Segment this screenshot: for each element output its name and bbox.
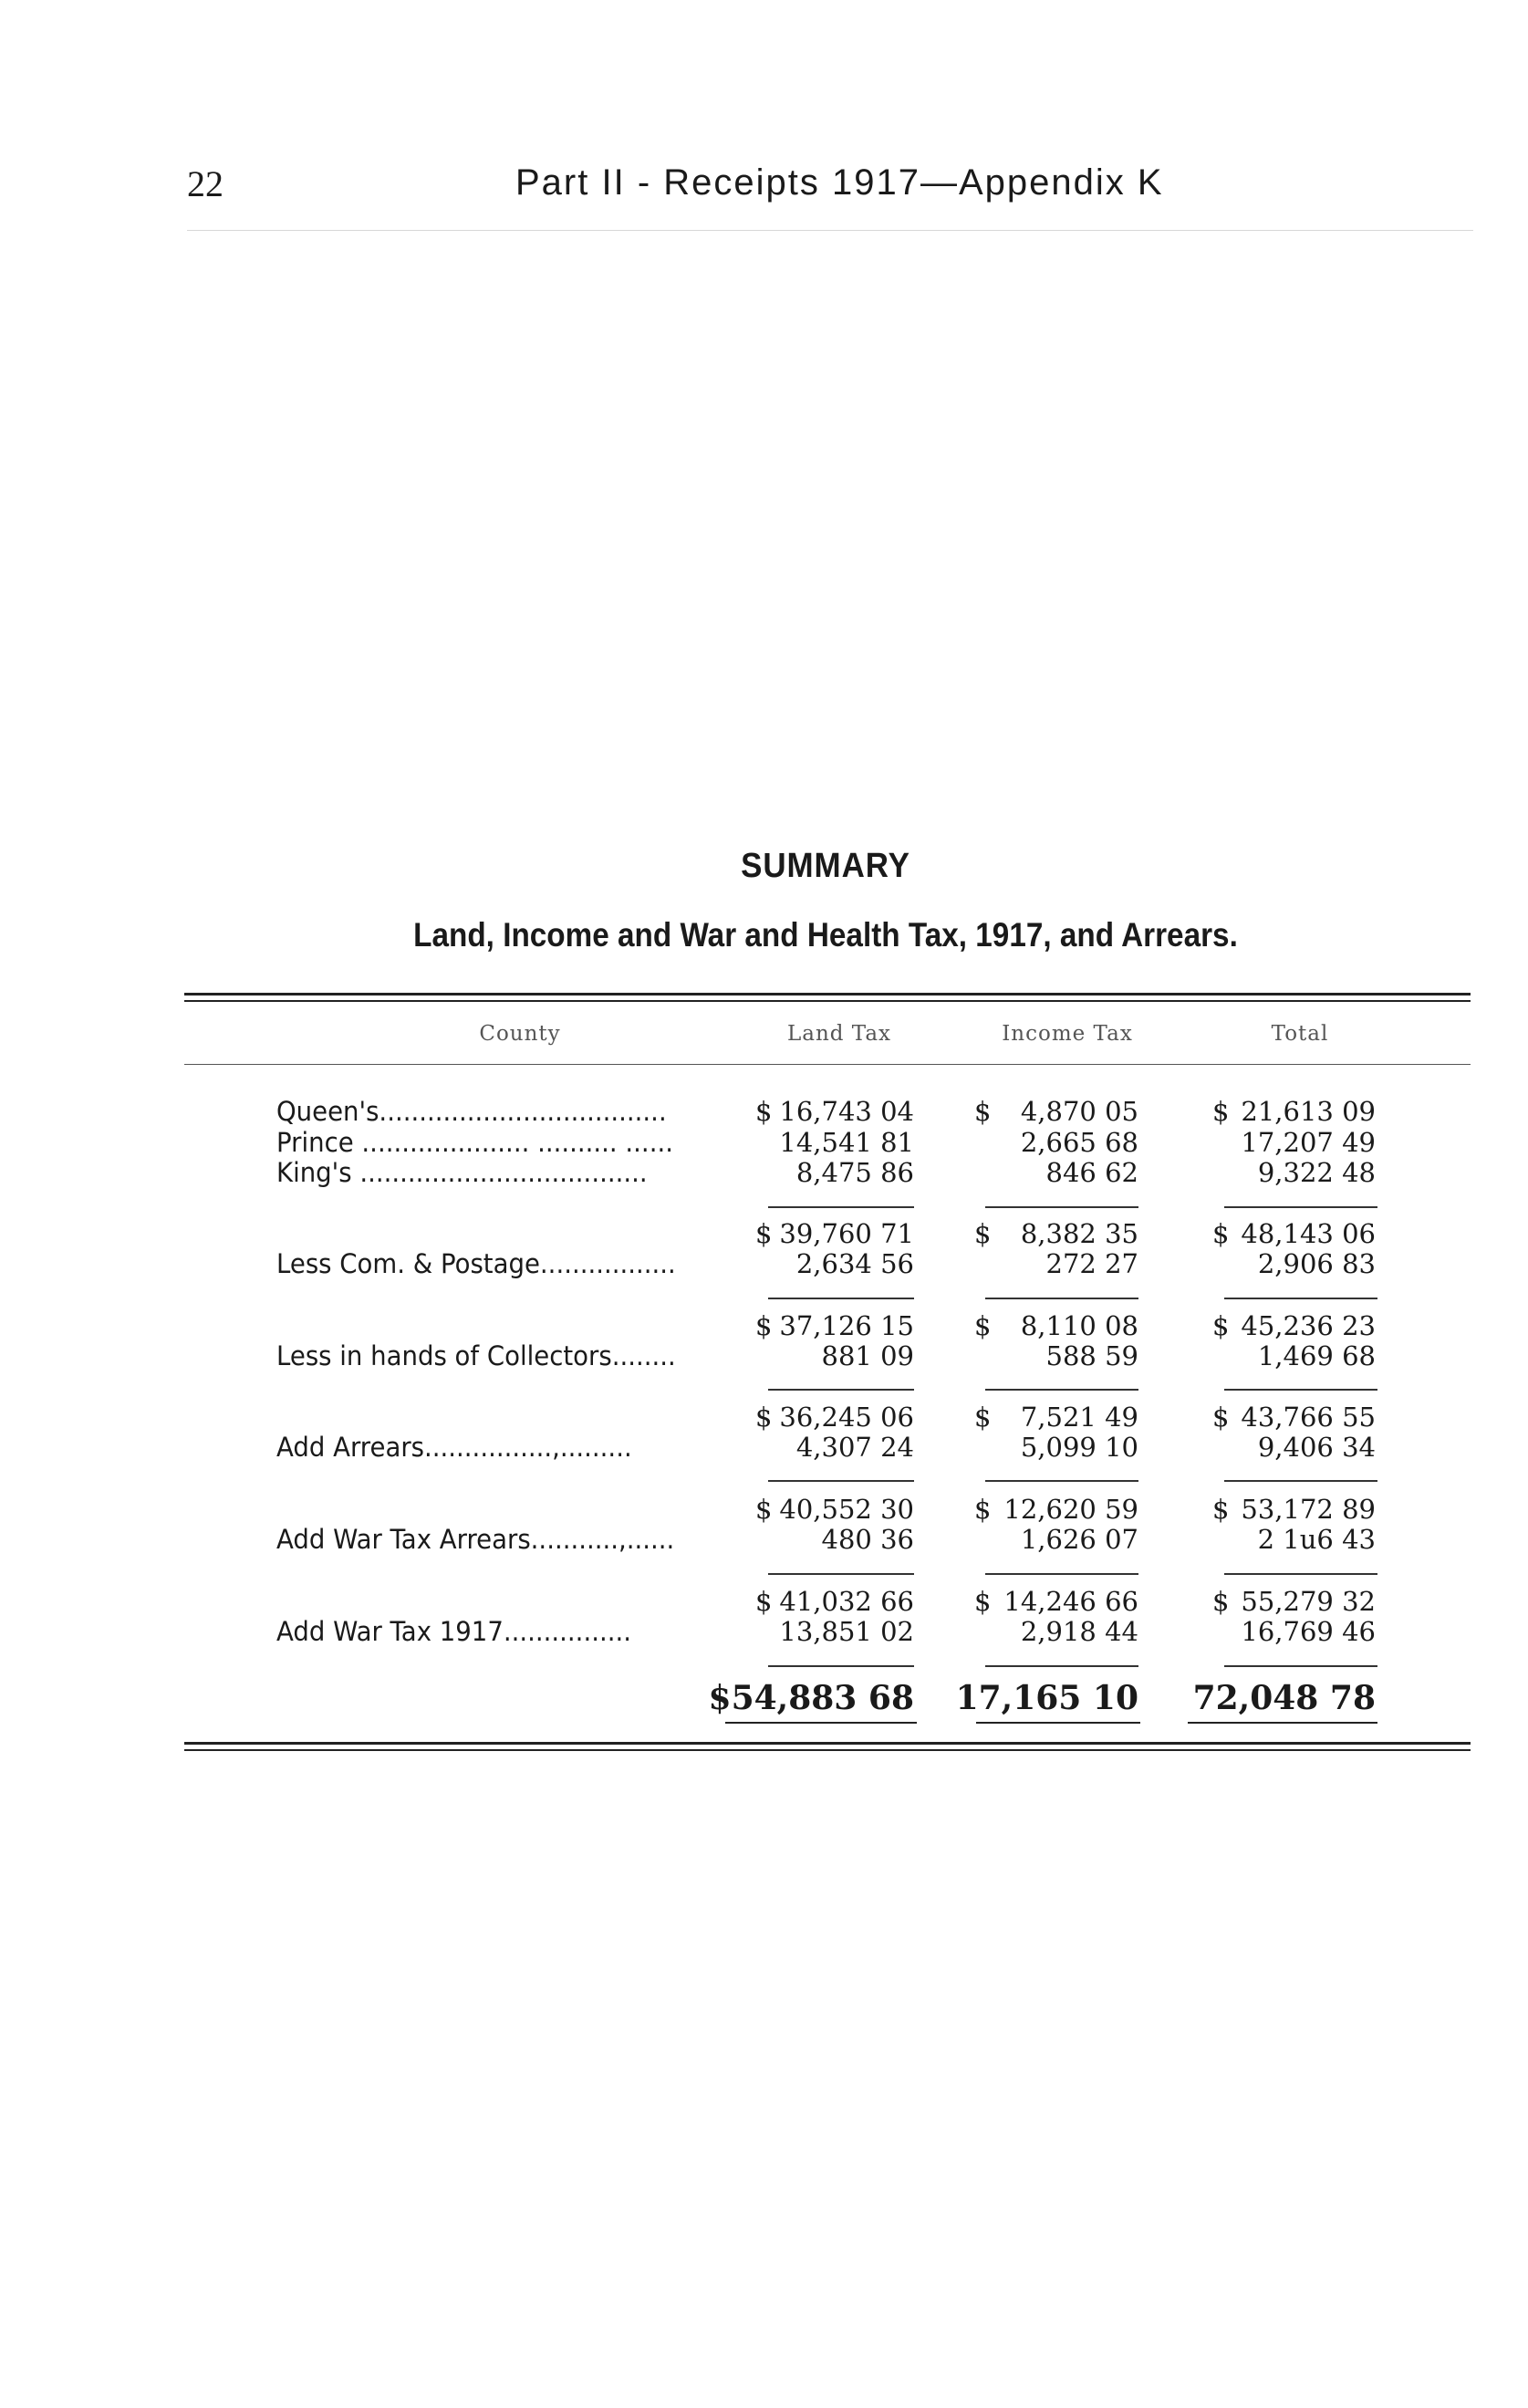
sum-rule — [985, 1573, 1138, 1575]
cell-income: 4,870 05 — [1020, 1096, 1138, 1127]
sum-rule — [985, 1206, 1138, 1208]
cell-land: 480 36 — [821, 1524, 914, 1555]
sum-rule — [1224, 1665, 1377, 1667]
cell-total: 43,766 55 — [1241, 1402, 1376, 1433]
dollar-sign: $ — [755, 1096, 773, 1127]
header-rule — [187, 230, 1473, 231]
cell-total: 16,769 46 — [1241, 1616, 1376, 1647]
row-label: Add War Tax Arrears...........,...... — [276, 1524, 675, 1555]
cell-land: 37,126 15 — [779, 1310, 914, 1341]
dollar-sign: $ — [755, 1310, 773, 1341]
cell-income: 2,665 68 — [1020, 1126, 1138, 1158]
row-label: Add Arrears................,......... — [276, 1432, 632, 1463]
page-subtitle: Land, Income and War and Health Tax, 1917, and Arrears. — [413, 916, 1238, 954]
cell-income: 272 27 — [1045, 1248, 1138, 1279]
page-title: SUMMARY — [741, 847, 910, 885]
cell-total: 17,207 49 — [1241, 1126, 1376, 1158]
dollar-sign: $ — [974, 1218, 992, 1249]
cell-land: 36,245 06 — [779, 1402, 914, 1433]
cell-total: 9,406 34 — [1257, 1432, 1376, 1463]
cell-land: 8,475 86 — [795, 1157, 914, 1188]
cell-income: 12,620 59 — [1003, 1494, 1138, 1525]
table-top-rule — [184, 993, 1471, 996]
row-label: King's .................................... — [276, 1157, 648, 1188]
cell-land: 2,634 56 — [795, 1248, 914, 1279]
grand-total-underline-income — [976, 1722, 1140, 1724]
dollar-sign: $ — [1212, 1310, 1230, 1341]
cell-income: 8,110 08 — [1020, 1310, 1138, 1341]
sum-rule — [768, 1389, 914, 1391]
sum-rule — [1224, 1480, 1377, 1482]
dollar-sign: $ — [1212, 1402, 1230, 1433]
dollar-sign: $ — [1212, 1586, 1230, 1617]
dollar-sign: $ — [755, 1402, 773, 1433]
dollar-sign: $ — [974, 1586, 992, 1617]
dollar-sign: $ — [755, 1494, 773, 1525]
cell-total: 48,143 06 — [1241, 1218, 1376, 1249]
cell-income: 846 62 — [1045, 1157, 1138, 1188]
cell-total: 2 1u6 43 — [1257, 1524, 1376, 1555]
grand-total-underline-total — [1188, 1722, 1377, 1724]
dollar-sign: $ — [1212, 1096, 1230, 1127]
table-top-rule-2 — [184, 1000, 1471, 1002]
row-label: Prince ..................... .......... ...... — [276, 1126, 673, 1158]
cell-land: 41,032 66 — [779, 1586, 914, 1617]
row-label: Queen's.................................... — [276, 1096, 667, 1127]
cell-income: 7,521 49 — [1020, 1402, 1138, 1433]
cell-total: 9,322 48 — [1257, 1157, 1376, 1188]
dollar-sign: $ — [1212, 1494, 1230, 1525]
sum-rule — [1224, 1206, 1377, 1208]
sum-rule — [1224, 1573, 1377, 1575]
dollar-sign: $ — [755, 1218, 773, 1249]
dollar-sign: $ — [974, 1310, 992, 1341]
table-bottom-rule-2 — [184, 1749, 1471, 1751]
sum-rule — [768, 1480, 914, 1482]
dollar-sign: $ — [755, 1586, 773, 1617]
row-label: Less in hands of Collectors........ — [276, 1340, 676, 1371]
grand-total-income: 17,165 10 — [955, 1679, 1138, 1717]
cell-land: 40,552 30 — [779, 1494, 914, 1525]
cell-income: 8,382 35 — [1020, 1218, 1138, 1249]
cell-land: 39,760 71 — [779, 1218, 914, 1249]
cell-land: 881 09 — [821, 1340, 914, 1371]
column-header-total: Total — [1271, 1022, 1329, 1046]
cell-total: 2,906 83 — [1257, 1248, 1376, 1279]
grand-total-total: 72,048 78 — [1192, 1679, 1376, 1717]
grand-total-land: $54,883 68 — [708, 1679, 914, 1717]
cell-land: 16,743 04 — [779, 1096, 914, 1127]
row-label: Less Com. & Postage................. — [276, 1248, 676, 1279]
sum-rule — [985, 1480, 1138, 1482]
cell-total: 53,172 89 — [1241, 1494, 1376, 1525]
column-header-land-tax: Land Tax — [786, 1022, 892, 1046]
sum-rule — [768, 1665, 914, 1667]
sum-rule — [985, 1389, 1138, 1391]
cell-income: 588 59 — [1045, 1340, 1138, 1371]
cell-income: 2,918 44 — [1020, 1616, 1138, 1647]
cell-land: 14,541 81 — [779, 1126, 914, 1158]
sum-rule — [768, 1573, 914, 1575]
sum-rule — [1224, 1298, 1377, 1299]
column-header-income-tax: Income Tax — [1002, 1022, 1133, 1046]
row-label: Add War Tax 1917................ — [276, 1616, 631, 1647]
running-title: Part II - Receipts 1917—Appendix K — [515, 162, 1164, 203]
column-header-county: County — [479, 1022, 561, 1046]
table-bottom-rule — [184, 1742, 1471, 1745]
grand-total-underline-land — [725, 1722, 917, 1724]
cell-total: 55,279 32 — [1241, 1586, 1376, 1617]
dollar-sign: $ — [974, 1494, 992, 1525]
dollar-sign: $ — [974, 1096, 992, 1127]
cell-income: 1,626 07 — [1020, 1524, 1138, 1555]
cell-total: 1,469 68 — [1257, 1340, 1376, 1371]
cell-income: 5,099 10 — [1020, 1432, 1138, 1463]
sum-rule — [768, 1298, 914, 1299]
header-bottom-rule — [184, 1064, 1471, 1065]
sum-rule — [1224, 1389, 1377, 1391]
cell-total: 21,613 09 — [1241, 1096, 1376, 1127]
cell-land: 4,307 24 — [795, 1432, 914, 1463]
dollar-sign: $ — [974, 1402, 992, 1433]
page-number: 22 — [187, 163, 223, 204]
cell-income: 14,246 66 — [1003, 1586, 1138, 1617]
cell-land: 13,851 02 — [779, 1616, 914, 1647]
dollar-sign: $ — [1212, 1218, 1230, 1249]
sum-rule — [985, 1665, 1138, 1667]
cell-total: 45,236 23 — [1241, 1310, 1376, 1341]
sum-rule — [985, 1298, 1138, 1299]
sum-rule — [768, 1206, 914, 1208]
